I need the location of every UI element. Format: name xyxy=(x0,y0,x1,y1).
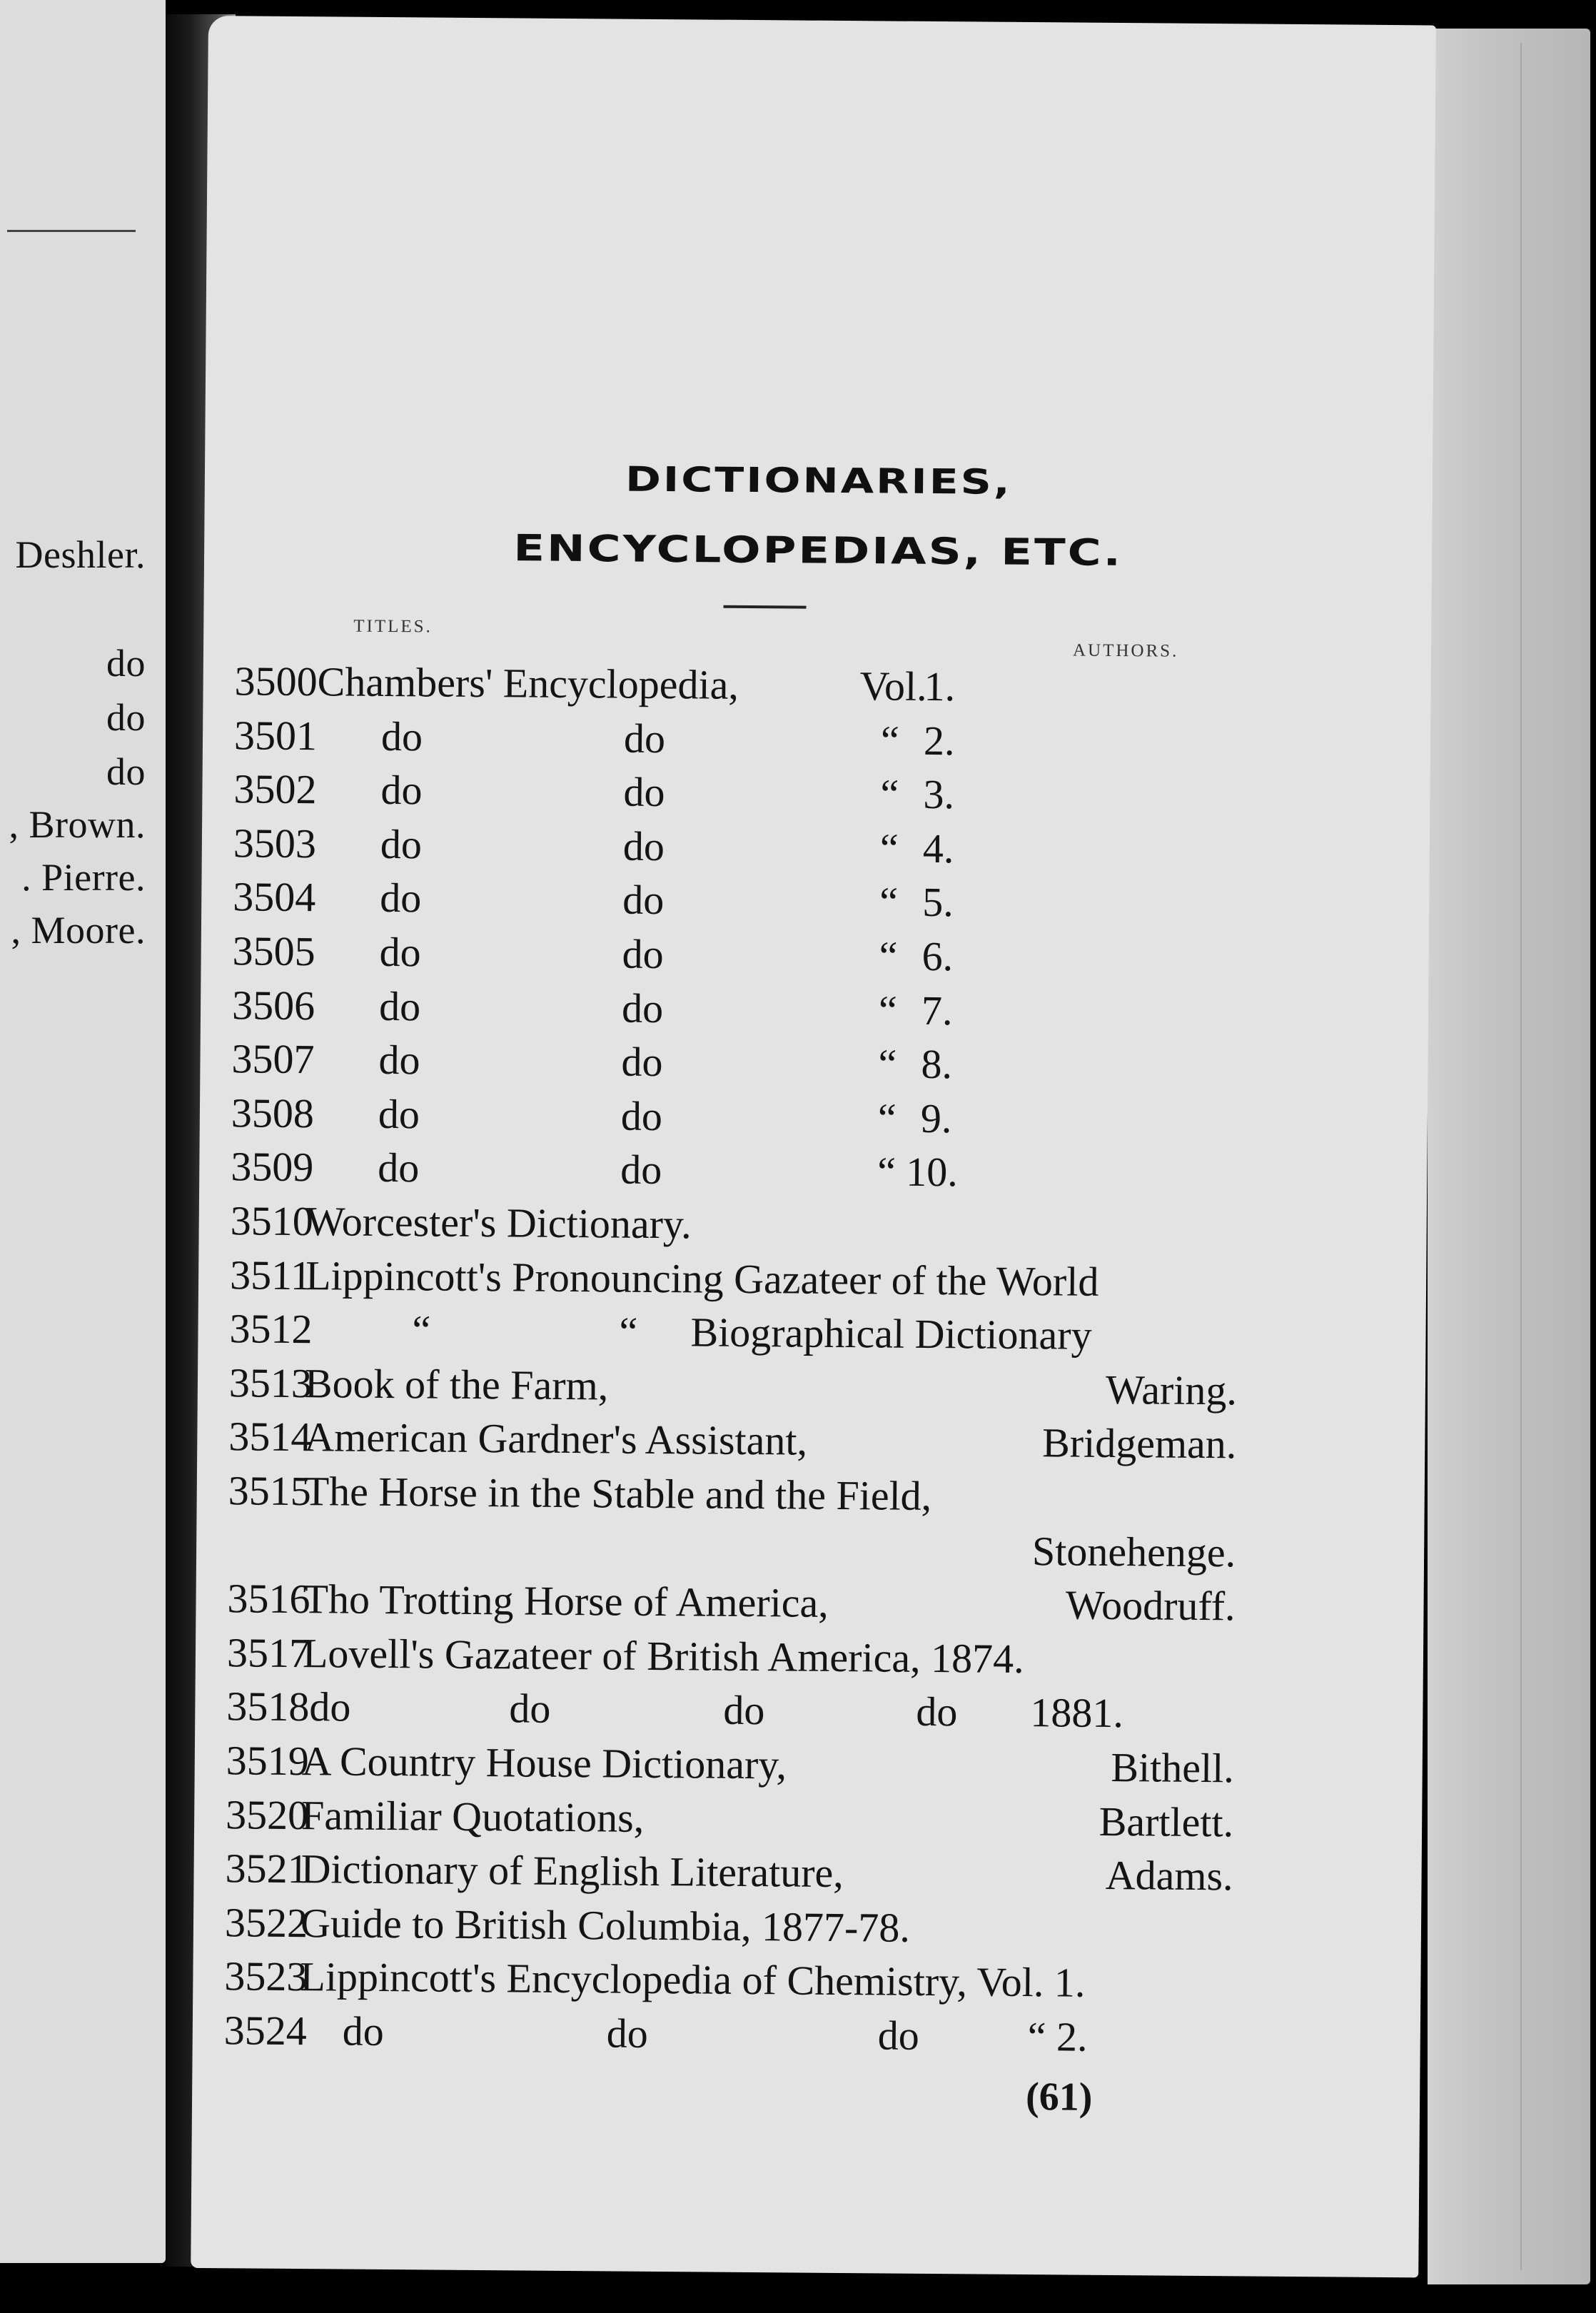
entry-number: 3515 xyxy=(228,1467,312,1515)
entry-number: 3505 xyxy=(232,927,315,975)
authors-column-label: AUTHORS. xyxy=(1072,640,1179,661)
entry-number: 3501 xyxy=(233,711,318,759)
ditto: do xyxy=(621,984,664,1032)
catalog-entry xyxy=(203,711,1238,769)
ditto: do xyxy=(378,1144,420,1191)
entry-number: 3507 xyxy=(231,1035,315,1083)
catalog-entry xyxy=(198,1304,1233,1362)
ditto: do xyxy=(621,1038,663,1086)
ditto: do xyxy=(623,768,665,816)
catalog-entry xyxy=(198,1251,1234,1309)
section-title-line-2: ENCYCLOPEDIAS, ETC. xyxy=(513,527,1123,575)
volume-number: 4. xyxy=(922,825,954,872)
ditto: do xyxy=(378,1090,420,1138)
volume-number: 7. xyxy=(921,987,953,1034)
entry-number: 3516 xyxy=(227,1575,310,1623)
ditto: do xyxy=(380,767,423,814)
facing-line: , Moore. xyxy=(11,909,146,952)
entry-title: Biographical Dictionary xyxy=(690,1309,1092,1359)
entry-author: Adams. xyxy=(1105,1852,1233,1900)
entry-title: Lippincott's Encyclopedia of Chemistry, Vol. 1. xyxy=(300,1953,1086,2007)
entry-number: 3506 xyxy=(231,981,315,1029)
entry-author: Bartlett. xyxy=(1098,1798,1234,1845)
ditto: do xyxy=(623,715,666,762)
catalog-entry xyxy=(198,1196,1234,1254)
entry-number: 3523 xyxy=(224,1952,308,2000)
ditto: do xyxy=(380,875,422,922)
ditto: do xyxy=(380,820,423,868)
catalog-entry xyxy=(200,1034,1236,1092)
catalog-entry xyxy=(193,2006,1228,2064)
ditto: do xyxy=(379,928,421,976)
entry-number: 3511 xyxy=(229,1251,312,1299)
volume-number: 2. xyxy=(923,717,955,764)
volume-number: 1. xyxy=(924,662,956,710)
catalog-entry xyxy=(202,765,1238,822)
title-rule xyxy=(724,605,807,609)
facing-page-left xyxy=(0,0,166,2263)
entry-title: Lippincott's Pronouncing Gazateer of the World xyxy=(305,1251,1099,1305)
entry-title: American Gardner's Assistant, xyxy=(304,1414,808,1465)
ditto-mark: “ xyxy=(412,1306,431,1354)
catalog-entry xyxy=(195,1736,1235,1794)
catalog-entry xyxy=(196,1574,1236,1632)
ditto: do xyxy=(622,822,665,870)
facing-line: do xyxy=(106,642,146,685)
entry-author: Stonehenge. xyxy=(1031,1527,1236,1576)
entry-number: 3518 xyxy=(226,1683,310,1730)
entry-author: Woodruff. xyxy=(1065,1581,1236,1630)
entry-number: 3521 xyxy=(225,1845,308,1893)
catalog-entry xyxy=(201,981,1236,1039)
catalog-entry xyxy=(200,1089,1236,1147)
volume-label: Vol. xyxy=(859,662,927,710)
ditto: do xyxy=(620,1146,662,1194)
ditto: do xyxy=(309,1683,351,1731)
ditto: do xyxy=(378,1037,420,1084)
catalog-page xyxy=(191,16,1436,2277)
volume-label: “ xyxy=(877,1148,897,1196)
section-title-line-1: DICTIONARIES, xyxy=(625,459,1012,503)
facing-line: Deshler. xyxy=(15,533,146,576)
catalog-entry xyxy=(195,1682,1231,1740)
entry-title: Chambers' Encyclopedia, xyxy=(317,658,739,708)
catalog-entry xyxy=(201,872,1237,930)
catalog-entry xyxy=(199,1142,1235,1200)
facing-line: . Pierre. xyxy=(21,856,146,899)
catalog-entry xyxy=(196,1466,1232,1524)
entry-title: The Horse in the Stable and the Field, xyxy=(303,1468,932,1520)
entry-number: 3510 xyxy=(230,1197,313,1245)
entry-title: Tho Trotting Horse of America, xyxy=(303,1576,829,1627)
facing-line: do xyxy=(106,750,146,793)
entry-number: 3508 xyxy=(231,1089,315,1137)
page-number: (61) xyxy=(1025,2075,1093,2120)
volume-label: “ xyxy=(877,1094,897,1142)
ditto: do xyxy=(877,2012,920,2059)
entry-author: 1881. xyxy=(1030,1689,1124,1737)
page-edges xyxy=(1428,29,1590,2284)
volume-number: 10. xyxy=(906,1149,959,1196)
divider-rule xyxy=(7,230,136,232)
volume-label: “ xyxy=(880,770,899,817)
catalog-entry xyxy=(196,1521,1236,1578)
entry-number: 3524 xyxy=(223,2007,308,2055)
volume-number: 3. xyxy=(923,771,955,818)
entry-number: 3519 xyxy=(226,1737,310,1785)
entry-number: 3500 xyxy=(234,657,318,705)
catalog-entry xyxy=(201,927,1236,984)
volume-label: “ xyxy=(879,878,899,926)
entry-number: 3517 xyxy=(226,1629,310,1676)
ditto: do xyxy=(622,876,665,924)
entry-author: Waring. xyxy=(1105,1366,1238,1414)
volume-label: “ xyxy=(879,932,898,979)
ditto: do xyxy=(380,712,423,760)
ditto: do xyxy=(378,982,421,1029)
catalog-entry xyxy=(203,657,1238,715)
volume-label: “ xyxy=(878,987,898,1034)
catalog-entry xyxy=(196,1628,1231,1686)
ditto: do xyxy=(606,2010,649,2057)
entry-number: 3514 xyxy=(228,1413,312,1461)
entry-author: Bithell. xyxy=(1111,1744,1235,1792)
entry-title: Dictionary of English Literature, xyxy=(300,1845,844,1897)
entry-number: 3512 xyxy=(229,1305,313,1353)
entry-number: 3520 xyxy=(225,1790,309,1838)
ditto: do xyxy=(916,1688,958,1735)
facing-line: do xyxy=(106,696,146,739)
volume-number: 9. xyxy=(920,1094,952,1142)
volume-label: “ xyxy=(880,717,900,764)
ditto: do xyxy=(342,2007,385,2055)
catalog-entry xyxy=(193,1952,1228,2010)
volume-number: 8. xyxy=(921,1041,953,1088)
entry-number: 3504 xyxy=(233,873,316,921)
catalog-entry xyxy=(198,1359,1238,1416)
entry-title: A Country House Dictionary, xyxy=(301,1738,787,1788)
catalog-entry xyxy=(202,819,1238,877)
volume-number: 5. xyxy=(922,879,954,926)
ditto: do xyxy=(622,930,664,978)
catalog-entry xyxy=(194,1790,1234,1848)
volume-label: “ xyxy=(878,1040,897,1087)
entry-title: Guide to British Columbia, 1877-78. xyxy=(300,1899,911,1951)
ditto: do xyxy=(620,1092,663,1139)
entry-title: Worcester's Dictionary. xyxy=(305,1198,692,1248)
titles-column-label: TITLES. xyxy=(353,616,433,637)
entry-number: 3503 xyxy=(233,820,317,867)
entry-author: Bridgeman. xyxy=(1041,1419,1237,1468)
catalog-entry xyxy=(193,1844,1233,1902)
ditto: do xyxy=(723,1687,765,1734)
volume-label: “ xyxy=(879,825,899,872)
entry-title: Book of the Farm, xyxy=(304,1359,609,1409)
catalog-entry xyxy=(193,1898,1229,1956)
facing-line: , Brown. xyxy=(9,803,146,846)
ditto-mark: “ xyxy=(619,1308,638,1355)
entry-title: Lovell's Gazateer of British America, 1874. xyxy=(302,1629,1024,1682)
volume-number: 6. xyxy=(921,932,954,980)
entry-number: 3502 xyxy=(233,765,317,813)
entry-title: Familiar Quotations, xyxy=(300,1791,645,1841)
entry-number: 3513 xyxy=(228,1359,313,1406)
ditto: do xyxy=(509,1685,551,1733)
entry-number: 3509 xyxy=(231,1143,314,1191)
catalog-entry xyxy=(197,1412,1237,1470)
entry-number: 3522 xyxy=(224,1899,308,1946)
volume-number: “ 2. xyxy=(1027,2013,1088,2060)
